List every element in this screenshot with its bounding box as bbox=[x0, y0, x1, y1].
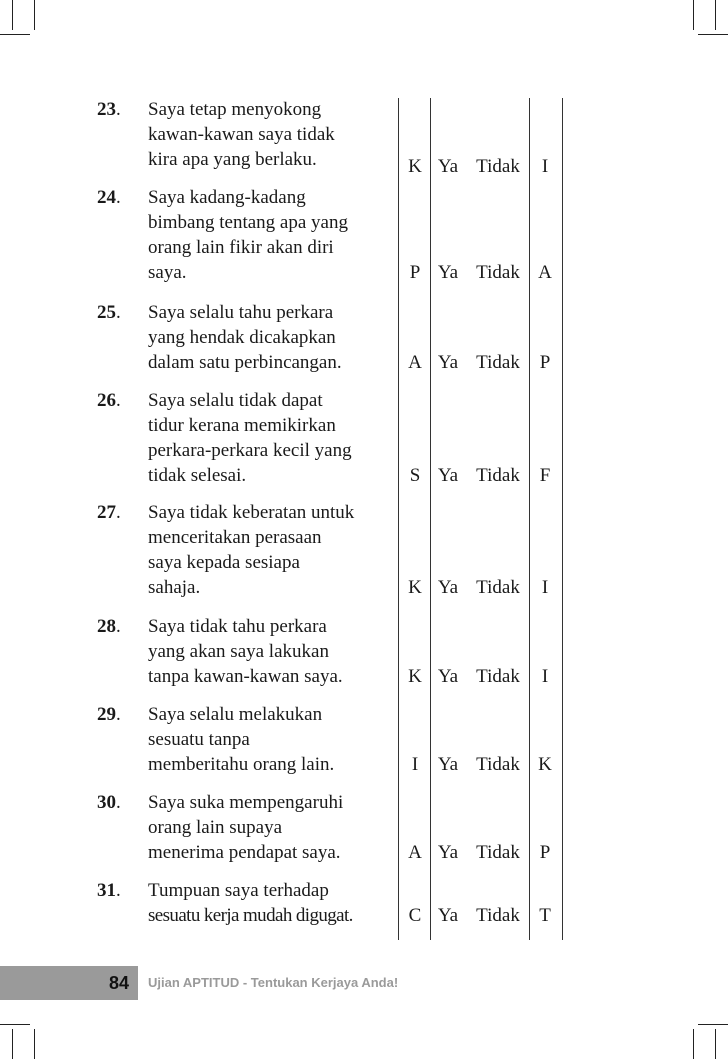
right-code: I bbox=[541, 577, 549, 598]
left-code: I bbox=[411, 754, 419, 775]
question-row-26 bbox=[0, 388, 728, 488]
yes-option[interactable]: Ya bbox=[437, 156, 459, 177]
right-code: K bbox=[538, 754, 552, 775]
yes-option[interactable]: Ya bbox=[437, 666, 459, 687]
no-option[interactable]: Tidak bbox=[476, 905, 520, 926]
question-number: 25. bbox=[97, 302, 121, 323]
right-code: I bbox=[541, 666, 549, 687]
left-code: A bbox=[408, 842, 422, 863]
yes-option[interactable]: Ya bbox=[437, 754, 459, 775]
question-number: 23. bbox=[97, 99, 121, 120]
crop-mark bbox=[34, 1029, 35, 1059]
question-number: 26. bbox=[97, 390, 121, 411]
right-code: P bbox=[539, 842, 551, 863]
question-number: 27. bbox=[97, 502, 121, 523]
crop-mark bbox=[12, 0, 13, 30]
question-row-24 bbox=[0, 185, 728, 285]
crop-mark bbox=[693, 1029, 694, 1059]
right-code: T bbox=[539, 905, 551, 926]
question-row-27 bbox=[0, 500, 728, 600]
yes-option[interactable]: Ya bbox=[437, 262, 459, 283]
crop-mark bbox=[715, 0, 716, 30]
crop-mark bbox=[0, 1024, 30, 1025]
no-option[interactable]: Tidak bbox=[476, 754, 520, 775]
no-option[interactable]: Tidak bbox=[476, 577, 520, 598]
left-code: K bbox=[408, 156, 422, 177]
crop-mark bbox=[0, 34, 30, 35]
question-row-30 bbox=[0, 790, 728, 865]
no-option[interactable]: Tidak bbox=[476, 156, 520, 177]
question-text: Saya selalu tahu perkara yang hendak dicakapkan dalam satu perbincangan. bbox=[148, 302, 342, 373]
crop-mark bbox=[698, 34, 728, 35]
yes-option[interactable]: Ya bbox=[437, 352, 459, 373]
right-code: F bbox=[539, 465, 551, 486]
right-code: P bbox=[539, 352, 551, 373]
question-number: 31. bbox=[97, 880, 121, 901]
question-text: Tumpuan saya terhadap sesuatu kerja mudah digugat. bbox=[148, 880, 353, 926]
footer-title: Ujian APTITUD - Tentukan Kerjaya Anda! bbox=[148, 975, 399, 990]
question-row-31 bbox=[0, 878, 728, 928]
crop-mark bbox=[698, 1024, 728, 1025]
crop-mark bbox=[34, 0, 35, 30]
question-text: Saya tidak keberatan untuk menceritakan perasaan saya kepada sesiapa sahaja. bbox=[148, 502, 355, 598]
question-text: Saya tetap menyokong kawan-kawan saya tidak kira apa yang berlaku. bbox=[148, 99, 335, 170]
no-option[interactable]: Tidak bbox=[476, 666, 520, 687]
page-number: 84 bbox=[108, 973, 130, 993]
yes-option[interactable]: Ya bbox=[437, 465, 459, 486]
question-row-23 bbox=[0, 97, 728, 177]
left-code: S bbox=[409, 465, 421, 486]
crop-mark bbox=[12, 1029, 13, 1059]
question-text: Saya selalu melakukan sesuatu tanpa memberitahu orang lain. bbox=[148, 704, 335, 775]
no-option[interactable]: Tidak bbox=[476, 262, 520, 283]
left-code: K bbox=[408, 577, 422, 598]
left-code: P bbox=[409, 262, 421, 283]
question-number: 28. bbox=[97, 616, 121, 637]
no-option[interactable]: Tidak bbox=[476, 465, 520, 486]
question-number: 24. bbox=[97, 187, 121, 208]
question-text: Saya kadang-kadang bimbang tentang apa yang orang lain fikir akan diri saya. bbox=[148, 187, 348, 283]
right-code: I bbox=[541, 156, 549, 177]
question-row-28 bbox=[0, 614, 728, 689]
crop-mark bbox=[715, 1029, 716, 1059]
question-text: Saya selalu tidak dapat tidur kerana memikirkan perkara-perkara kecil yang tidak selesai. bbox=[148, 390, 352, 486]
question-number: 29. bbox=[97, 704, 121, 725]
left-code: K bbox=[408, 666, 422, 687]
question-text: Saya tidak tahu perkara yang akan saya lakukan tanpa kawan-kawan saya. bbox=[148, 616, 343, 687]
question-row-25 bbox=[0, 300, 728, 375]
no-option[interactable]: Tidak bbox=[476, 352, 520, 373]
right-code: A bbox=[538, 262, 552, 283]
question-text: Saya suka mempengaruhi orang lain supaya menerima pendapat saya. bbox=[148, 792, 344, 863]
question-number: 30. bbox=[97, 792, 121, 813]
yes-option[interactable]: Ya bbox=[437, 905, 459, 926]
left-code: A bbox=[408, 352, 422, 373]
left-code: C bbox=[408, 905, 422, 926]
yes-option[interactable]: Ya bbox=[437, 577, 459, 598]
no-option[interactable]: Tidak bbox=[476, 842, 520, 863]
crop-mark bbox=[693, 0, 694, 30]
question-row-29 bbox=[0, 702, 728, 777]
yes-option[interactable]: Ya bbox=[437, 842, 459, 863]
